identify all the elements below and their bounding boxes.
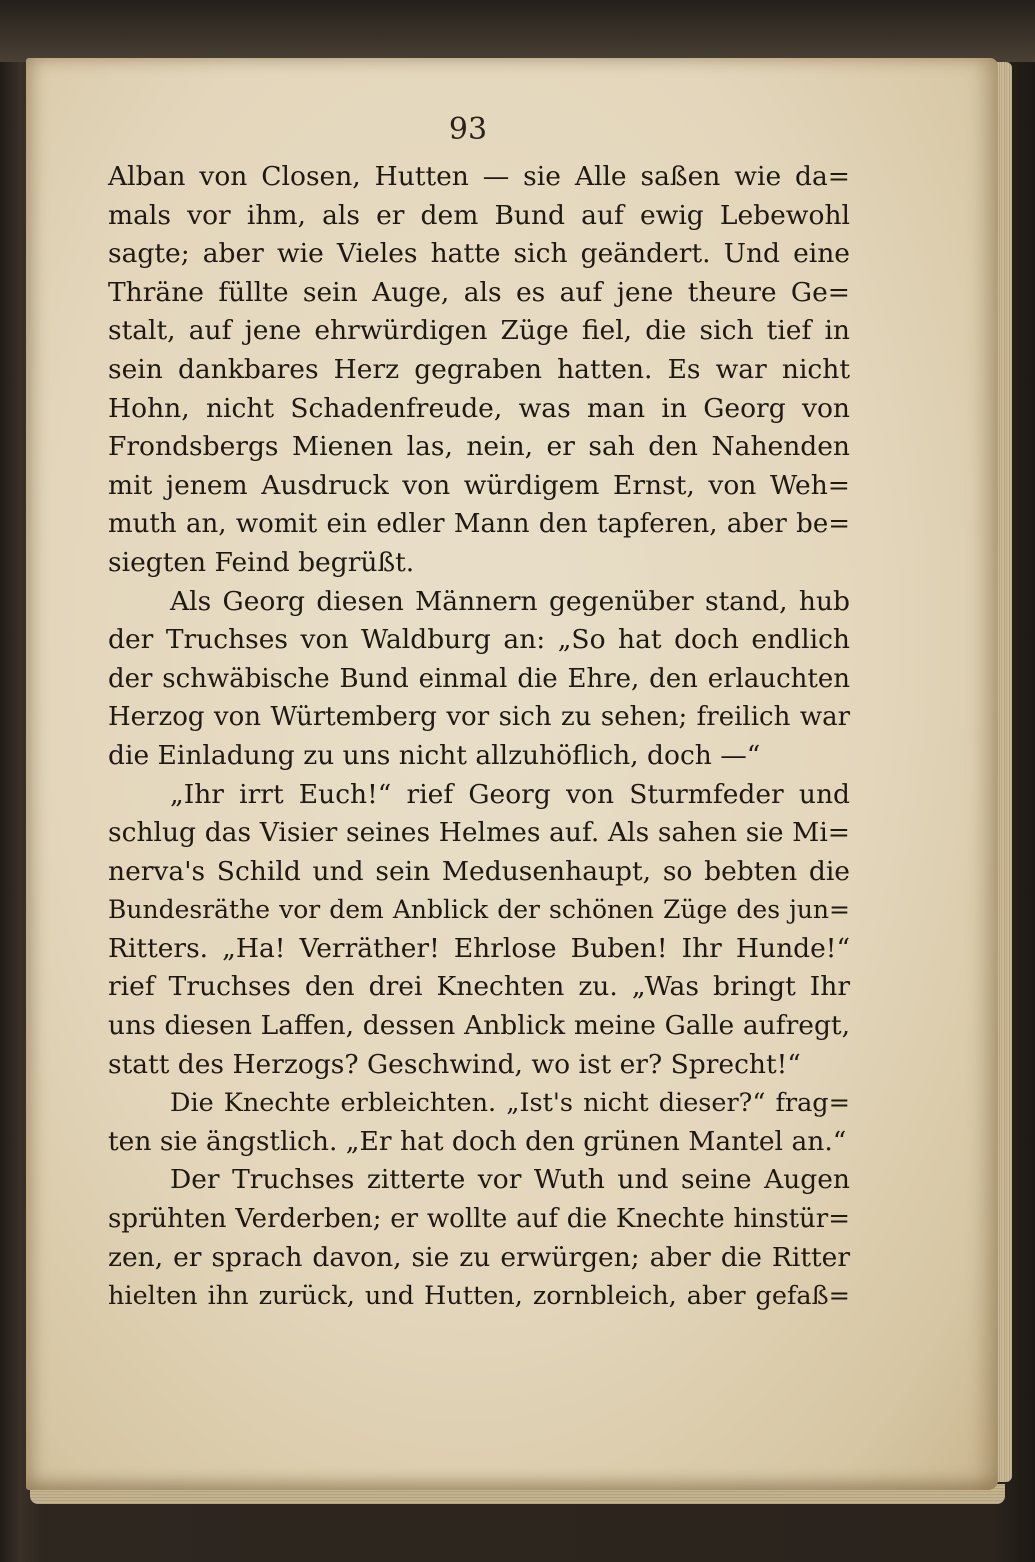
text-line: zen, er sprach davon, sie zu erwürgen; aber die Ritter xyxy=(108,1241,850,1273)
text-line: Alban von Closen, Hutten — sie Alle saßen wie da= xyxy=(108,161,850,192)
text-line: muth an, womit ein edler Mann den tapferen, aber be= xyxy=(108,509,850,540)
text-line: mit jenem Ausdruck von würdigem Ernst, von Weh= xyxy=(108,469,850,501)
book-cover-top xyxy=(0,0,1035,62)
page-number: 93 xyxy=(448,112,488,147)
text-line: statt des Herzogs? Geschwind, wo ist er? Sprecht!“ xyxy=(108,1048,801,1080)
text-line: sagte; aber wie Vieles hatte sich geändert. Und eine xyxy=(108,238,850,270)
text-line: sprühten Verderben; er wollte auf die Knechte hinstür= xyxy=(108,1204,850,1235)
text-line: die Einladung zu uns nicht allzuhöflich, doch —“ xyxy=(108,739,761,771)
text-line: Als Georg diesen Männern gegenüber stand, hub xyxy=(170,585,850,617)
text-line: hielten ihn zurück, und Hutten, zornbleich, aber gefaß= xyxy=(108,1281,850,1312)
text-line: „Ihr irrt Euch!“ rief Georg von Sturmfeder und xyxy=(170,778,850,810)
page-text xyxy=(108,158,850,1316)
text-line: Herzog von Würtemberg vor sich zu sehen; freilich war xyxy=(108,702,850,733)
text-line: mals vor ihm, als er dem Bund auf ewig Lebewohl xyxy=(108,199,850,231)
text-line: Bundesräthe vor dem Anblick der schönen Züge des jun= xyxy=(108,895,850,925)
text-line: Der Truchses zitterte vor Wuth und seine Augen xyxy=(170,1164,850,1196)
text-line: ten sie ängstlich. „Er hat doch den grünen Mantel an.“ xyxy=(108,1125,847,1157)
text-line: der schwäbische Bund einmal die Ehre, den erlauchten xyxy=(108,663,850,694)
text-line: schlug das Visier seines Helmes auf. Als sahen sie Mi= xyxy=(108,817,850,849)
text-line: sein dankbares Herz gegraben hatten. Es war nicht xyxy=(108,353,850,385)
text-line: Frondsbergs Mienen las, nein, er sah den Nahenden xyxy=(108,431,850,463)
text-line: Thräne füllte sein Auge, als es auf jene theure Ge= xyxy=(108,276,850,308)
text-line: nerva's Schild und sein Medusenhaupt, so bebten die xyxy=(108,855,850,887)
text-line: Ritters. „Ha! Verräther! Ehrlose Buben! Ihr Hunde!“ xyxy=(108,932,850,964)
text-line: Hohn, nicht Schadenfreude, was man in Georg von xyxy=(108,392,850,424)
text-line: stalt, auf jene ehrwürdigen Züge fiel, die sich tief in xyxy=(108,315,850,347)
text-line: uns diesen Laffen, dessen Anblick meine Galle aufregt, xyxy=(108,1010,850,1042)
text-line: der Truchses von Waldburg an: „So hat doch endlich xyxy=(108,624,850,656)
text-line: siegten Feind begrüßt. xyxy=(108,546,415,578)
text-line: rief Truchses den drei Knechten zu. „Was bringt Ihr xyxy=(108,971,850,1003)
text-line: Die Knechte erbleichten. „Ist's nicht dieser?“ frag= xyxy=(170,1088,850,1119)
